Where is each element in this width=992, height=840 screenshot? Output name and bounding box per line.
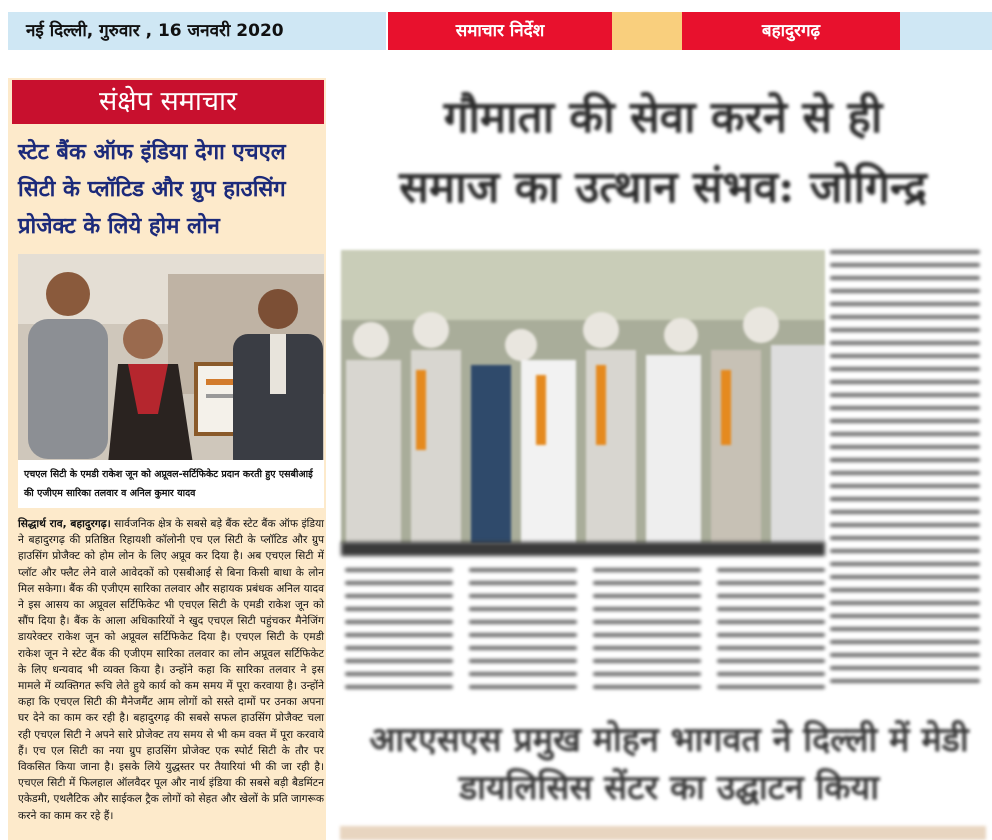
page-header (0, 12, 992, 50)
bottom-image-strip (340, 826, 986, 840)
section-label: समाचार निर्देश (388, 12, 612, 50)
article-text: सार्वजनिक क्षेत्र के सबसे बड़े बैंक स्टेट बैंक ऑफ इंडिया ने बहादुरगढ़ की प्रतिष्ठित रिहायशी कॉलोनी एच एल सिटी के प्लॉटिड और ग्रुप हाउसिंग प्रोजैक्ट को होम लोन के लिए अप्रूव कर दिया है। अब एचएल सिटी में प्लॉट और फ्लैट लेने वाले आवेदकों को एसबीआई से बिना किसी बाधा के लोन मिल सकेगा। बैंक की एजीएम सारिका तलवार और सहायक प्रबंधक अनिल यादव ने इस आसय का अप्रूवल सर्टिफिकेट भी एचएल सिटी के एमडी राकेश जून को सौंप दिया है। बैंक के आला अधिकारियों ने खुद एचएल सिटी पहुंचकर मैनेजिंग डायरेक्टर राकेश जून को अप्रूवल सर्टिफिकेट दिया है। एचएल सिटी के एमडी राकेश जून ने स्टेट बैंक की एजीएम सारिका तलवार का लोन अप्रूवल सर्टिफिकेट के लिए धन्यवाद भी व्यक्त किया है। उन्होंने कहा कि सारिका तलवार ने इस मामले में व्यक्तिगत रूचि लेते हुये कार्य को कम समय में पूरा करवाया है। उन्होंने कहा कि एचएल सिटी की मैनेजमैंट आम लोगों को सस्ते दामों पर उनका अपना घर देने का काम कर रही है। बहादुरगढ़ की सबसे सफल हाउसिंग प्रोजैक्ट चला रही एचएल सिटी ने अपने सारे प्रोजेक्ट तय समय से भी कम वक्त में पूरा करवाये हैं। एच एल सिटी का नया ग्रुप हाउसिंग प्रोजेक्ट एक स्पोर्ट सिटी के तौर पर विकसित किया जाना है। इसके लिये युद्धस्तर पर तैयारियां भी की जा रही है। एचएल सिटी में फिलहाल ऑलवैदर पूल और नार्थ इंडिया की सबसे बड़ी बैडमिंटन एकेडमी, एथलैटिक और साईकल ट्रैक लोगों को सेहत और खेलों के प्रति जागरूक करने का काम कर रहे हैं। (18, 518, 324, 822)
side-column-text (830, 250, 980, 700)
article-body (18, 516, 324, 824)
city-label: बहादुरगढ़ (682, 12, 900, 50)
header-spacer (612, 12, 682, 50)
issue-date: नई दिल्ली, गुरुवार , 16 जनवरी 2020 (8, 12, 386, 50)
brief-news-label: संक्षेप समाचार (12, 80, 324, 124)
main-headline-line2: समाज का उत्थान संभव: जोगिन्द्र (399, 162, 927, 213)
main-story-columns (345, 568, 825, 718)
brief-news-column (8, 78, 326, 840)
brief-headline: स्टेट बैंक ऑफ इंडिया देगा एचएल सिटी के प्लॉटिड और ग्रुप हाउसिंग प्रोजेक्ट के लिये होम लोन (18, 140, 286, 239)
main-headline-line1: गौमाता की सेवा करने से ही (443, 92, 883, 143)
group-photo-caption (341, 542, 825, 556)
article-byline: सिद्धार्थ राव, बहादुरगढ़। (18, 518, 111, 530)
secondary-headline: आरएसएस प्रमुख मोहन भागवत ने दिल्ली में मेडी डायलिसिस सेंटर का उद्घाटन किया (369, 720, 969, 808)
group-photo-illustration (341, 250, 825, 544)
group-photo (341, 250, 825, 544)
photo-caption: एचएल सिटी के एमडी राकेश जून को अप्रूवल-सर्टिफिकेट प्रदान करती हुए एसबीआई की एजीएम सारिका तलवार व अनिल कुमार यादव (18, 460, 324, 508)
header-end (900, 12, 992, 50)
